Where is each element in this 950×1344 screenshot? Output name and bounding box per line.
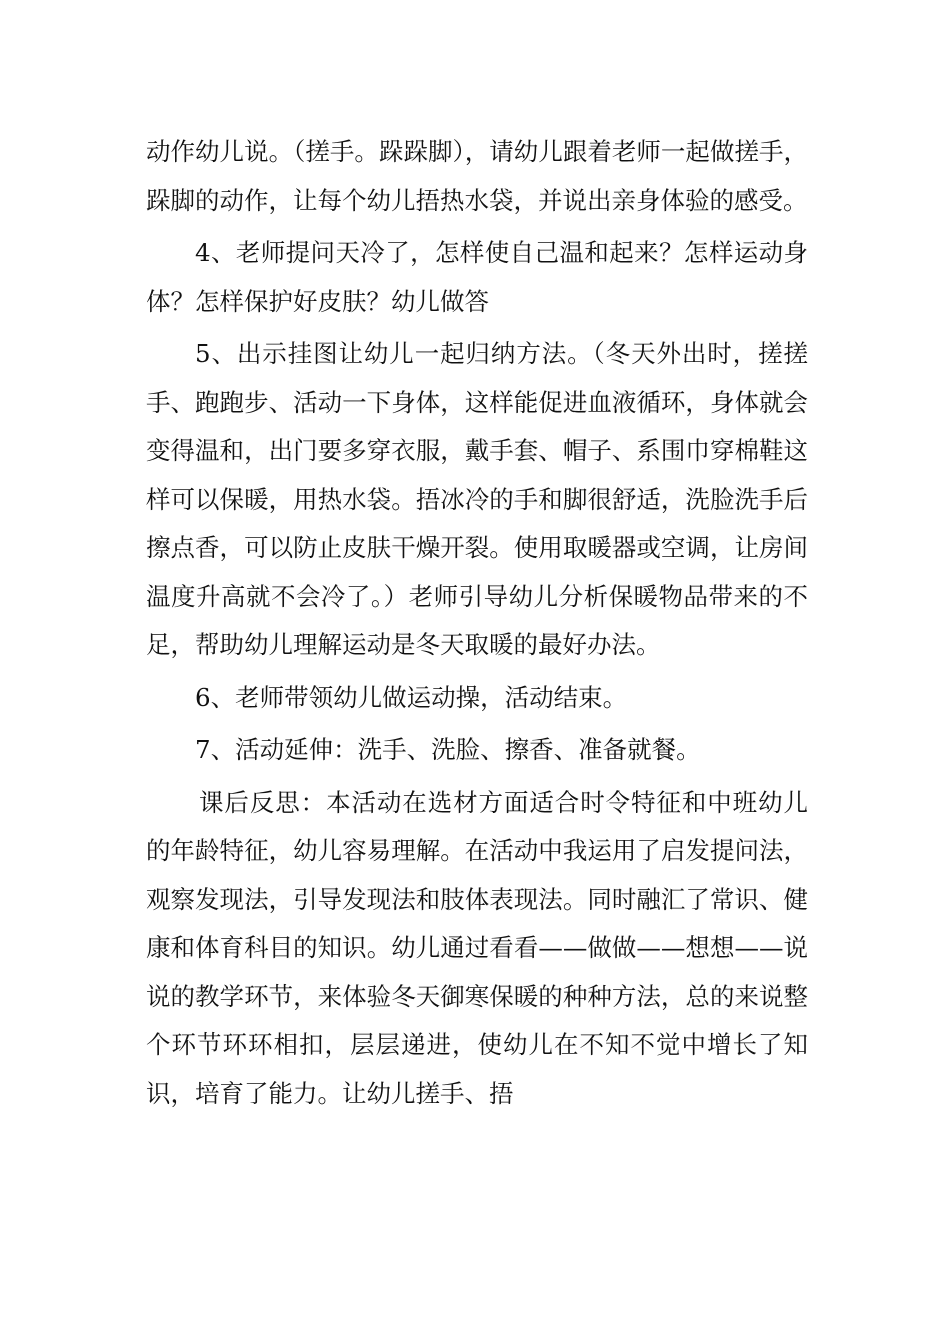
paragraph-step-7: 7、活动延伸：洗手、洗脸、擦香、准备就餐。 xyxy=(195,735,701,764)
paragraph-step-6: 6、老师带领幼儿做运动操，活动结束。 xyxy=(195,682,628,712)
document-body xyxy=(146,128,808,1118)
paragraph-step-4: 4、老师提问天冷了，怎样使自己温和起来？怎样运动身体？怎样保护好皮肤？幼儿做答 xyxy=(146,238,808,316)
paragraph-reflection: 课后反思：本活动在选材方面适合时令特征和中班幼儿的年龄特征，幼儿容易理解。在活动中我运用了启发提问法，观察发现法，引导发现法和肢体表现法。同时融汇了常识、健康和体育科目的知识。幼儿通过看看——做做——想想——说说的教学环节，来体验冬天御寒保暖的种种方法，总的来说整个环节环环相扣，层层递进，使幼儿在不知不觉中增长了知识，培育了能力。让幼儿搓手、捂 xyxy=(146,787,808,1108)
paragraph-continuation: 动作幼儿说。（搓手。跺跺脚），请幼儿跟着老师一起做搓手，跺脚的动作，让每个幼儿捂热水袋，并说出亲身体验的感受。 xyxy=(146,137,808,215)
paragraph-step-5: 5、出示挂图让幼儿一起归纳方法。（冬天外出时，搓搓手、跑跑步、活动一下身体，这样能促进血液循环，身体就会变得温和，出门要多穿衣服，戴手套、帽子、系围巾穿棉鞋这样可以保暖，用热水袋。捂冰冷的手和脚很舒适，洗脸洗手后擦点香，可以防止皮肤干燥开裂。使用取暖器或空调，让房间温度升高就不会冷了。）老师引导幼儿分析保暖物品带来的不足，帮助幼儿理解运动是冬天取暖的最好办法。 xyxy=(146,339,808,659)
